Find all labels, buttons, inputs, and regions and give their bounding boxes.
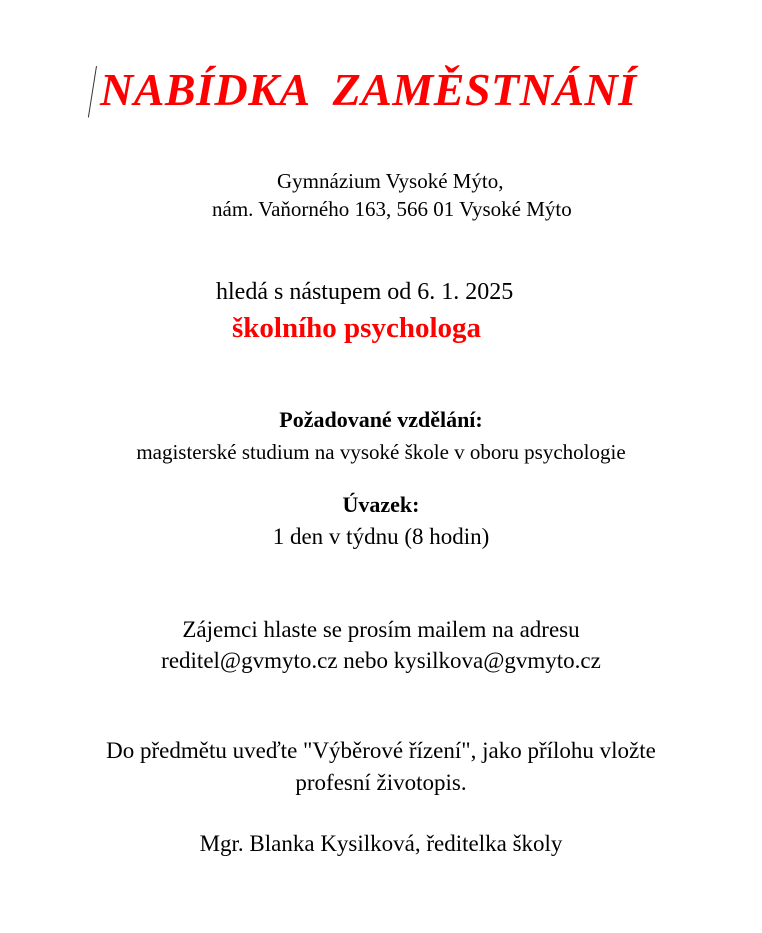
school-name: Gymnázium Vysoké Mýto, xyxy=(277,169,504,193)
education-heading: Požadované vzdělání: xyxy=(279,407,483,432)
signature: Mgr. Blanka Kysilková, ředitelka školy xyxy=(199,831,563,856)
page-title xyxy=(100,62,637,118)
workload-value: 1 den v týdnu (8 hodin) xyxy=(272,524,490,549)
title-word-offer: NABÍDKA xyxy=(100,64,311,115)
text-cursor-mark xyxy=(88,66,97,118)
position-title: školního psychologa xyxy=(232,312,482,344)
title-word-employment: ZAMĚSTNÁNÍ xyxy=(332,64,637,115)
education-value: magisterské studium na vysoké škole v oboru psychologie xyxy=(136,440,626,464)
contact-line-1: Zájemci hlaste se prosím mailem na adresu xyxy=(182,617,580,642)
instructions-line-2: profesní životopis. xyxy=(295,770,467,795)
workload-heading: Úvazek: xyxy=(342,492,420,517)
start-date-text: hledá s nástupem od 6. 1. 2025 xyxy=(216,279,514,305)
instructions-line-1: Do předmětu uveďte "Výběrové řízení", jako přílohu vložte xyxy=(106,738,656,763)
contact-emails: reditel@gvmyto.cz nebo kysilkova@gvmyto.cz xyxy=(161,648,601,673)
school-address: nám. Vaňorného 163, 566 01 Vysoké Mýto xyxy=(212,197,572,221)
